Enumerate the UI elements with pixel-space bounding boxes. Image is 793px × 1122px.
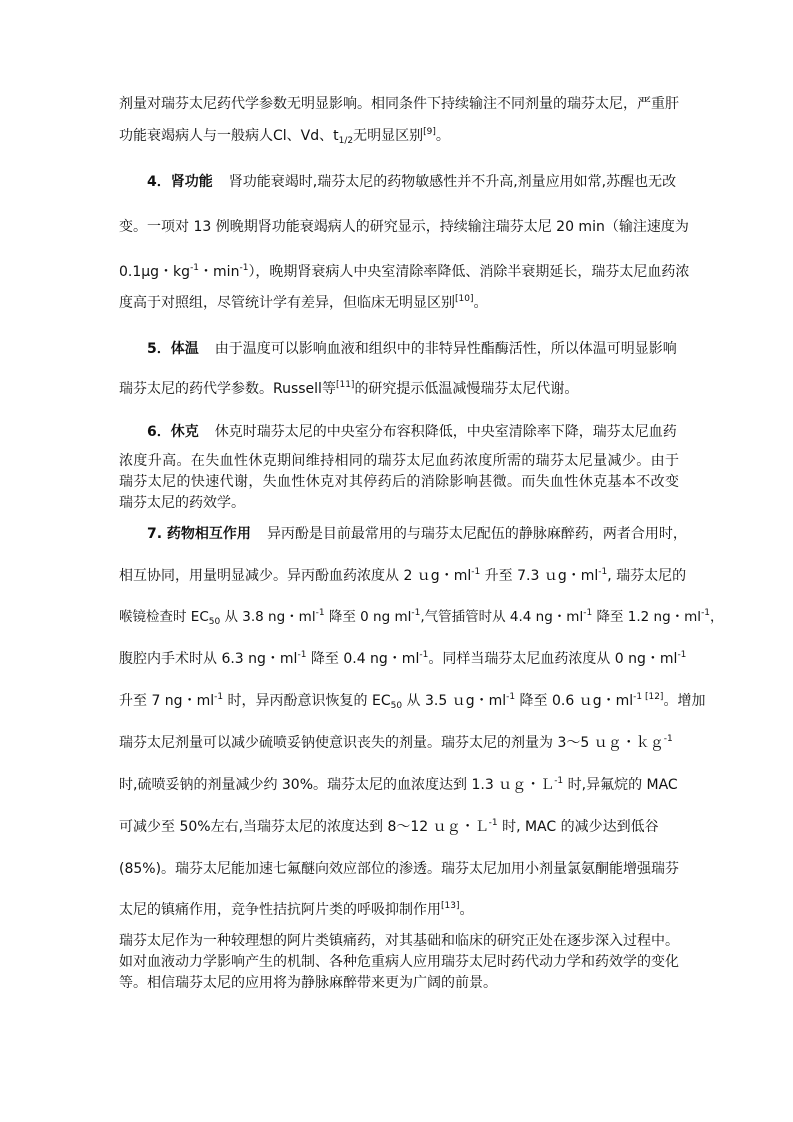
conclusion-line1: 瑞芬太尼作为一种较理想的阿片类镇痛药，对其基础和临床的研究正处在逐步深入过程中。	[119, 933, 679, 949]
drug-l5-e: 。增加	[663, 693, 706, 709]
superscript: -1	[701, 608, 711, 618]
kidney-line3	[119, 260, 690, 284]
superscript: -1	[297, 650, 307, 660]
conclusion-line2: 如对血液动力学影响产生的机制、各种危重病人应用瑞芬太尼时药代动力学和药效学的变化	[119, 954, 679, 970]
kidney-line1-text: 肾功能衰竭时,瑞芬太尼的药物敏感性并不升高,剂量应用如常,苏醒也无改	[228, 174, 677, 190]
superscript: -1	[419, 650, 429, 660]
drug-l4-b: 降至 0.4 ng・ml	[306, 651, 420, 667]
para1-line1: 剂量对瑞芬太尼药代学参数无明显影响。相同条件下持续输注不同剂量的瑞芬太尼，严重肝	[119, 96, 679, 112]
drug-l7-b: 时,异氟烷的 MAC	[563, 777, 678, 793]
superscript: -1	[411, 608, 421, 618]
drug-l3-f: ，	[710, 609, 724, 625]
shock-line1-text: 休克时瑞芬太尼的中央室分布容积降低，中央室清除率下降，瑞芬太尼血药	[214, 424, 677, 440]
superscript: -1	[663, 734, 673, 744]
temp-line1	[119, 337, 679, 361]
drug-l2-a: 相互协同，用量明显减少。异丙酚血药浓度从 2 ｕg・ml	[119, 568, 472, 584]
ec50-subscript: 50	[390, 701, 403, 711]
para1-line2-text-b: 无明显区别	[353, 128, 424, 144]
para1-line2-end: 。	[435, 128, 450, 144]
superscript: -1	[239, 263, 249, 273]
superscript: -1	[471, 567, 481, 577]
citation-9: [9]	[423, 127, 436, 137]
drug-line10	[119, 898, 679, 922]
drug-l4-c: 。同样当瑞芬太尼血药浓度从 0 ng・ml	[428, 651, 678, 667]
drug-line1-text: 异丙酚是目前最常用的与瑞芬太尼配伍的静脉麻醉药，两者合用时，	[266, 526, 687, 542]
shock-line2: 浓度升高。在失血性休克期间维持相同的瑞芬太尼血药浓度所需的瑞芬太尼量减少。由于	[119, 453, 679, 469]
drug-l3-c: 降至 0 ng ml	[324, 609, 412, 625]
drug-l3-d: ,气管插管时从 4.4 ng・ml	[420, 609, 584, 625]
kidney-l4-b: 。	[473, 295, 488, 311]
superscript: -1	[554, 776, 564, 786]
shock-line3: 瑞芬太尼的快速代谢，失血性休克对其停药后的消除影响甚微。而失血性休克基本不改变	[119, 474, 679, 490]
kidney-l3-b: ・min	[199, 264, 240, 280]
drug-line4	[119, 647, 687, 671]
conclusion-line3: 等。相信瑞芬太尼的应用将为静脉麻醉带来更为广阔的前景。	[119, 975, 497, 991]
drug-l6: 瑞芬太尼剂量可以减少硫喷妥钠使意识丧失的剂量。瑞芬太尼的剂量为 3～5 ｕｇ・ｋｇ	[119, 735, 664, 751]
drug-l3-b: 从 3.8 ng・ml	[220, 609, 316, 625]
kidney-l4-a: 度高于对照组，尽管统计学有差异，但临床无明显区别	[119, 295, 455, 311]
kidney-line2: 变。一项对 13 例晚期肾功能衰竭病人的研究显示，持续输注瑞芬太尼 20 min（输注速度为	[119, 219, 689, 235]
document-page	[119, 0, 724, 1122]
shock-line4: 瑞芬太尼的药效学。	[119, 495, 245, 511]
drug-l5-d: 降至 0.6 ｕg・ml	[515, 693, 634, 709]
superscript: -1	[583, 608, 593, 618]
para1-line2	[119, 124, 679, 148]
kidney-l3-c: ），晚期肾衰病人中央室清除率降低、消除半衰期延长，瑞芬太尼血药浓	[248, 264, 690, 280]
drug-l5-a: 升至 7 ng・ml	[119, 693, 215, 709]
temp-heading: 5．体温	[147, 341, 199, 357]
drug-l2-b: 升至 7.3 ｕg・ml	[480, 568, 599, 584]
temp-line2	[119, 377, 679, 401]
kidney-l3-a: 0.1μg・kg	[119, 264, 191, 280]
drug-line1	[119, 522, 687, 546]
superscript: -1	[598, 567, 608, 577]
citation-11: [11]	[335, 380, 355, 390]
drug-line9: (85%)。瑞芬太尼能加速七氟醚向效应部位的渗透。瑞芬太尼加用小剂量氯氨酮能增强瑞芬	[119, 861, 680, 877]
drug-line7	[119, 773, 679, 797]
superscript: -1	[315, 608, 325, 618]
drug-line3	[119, 605, 724, 629]
superscript: -1	[488, 818, 498, 828]
kidney-line1	[119, 170, 679, 194]
superscript: -1	[190, 263, 200, 273]
drug-l2-c: , 瑞芬太尼的	[607, 568, 687, 584]
shock-line1	[119, 420, 679, 444]
superscript: -1	[677, 650, 687, 660]
drug-heading: 7. 药物相互作用	[147, 526, 251, 542]
ec50-subscript: 50	[208, 617, 221, 627]
superscript: -1	[633, 692, 643, 702]
t-half-subscript: 1/2	[338, 136, 354, 146]
drug-l5-c: 从 3.5 ｕg・ml	[402, 693, 507, 709]
temp-line1-text: 由于温度可以影响血液和组织中的非特异性酯酶活性，所以体温可明显影响	[214, 341, 677, 357]
temp-l2-b: 的研究提示低温减慢瑞芬太尼代谢。	[354, 381, 579, 397]
drug-l3-e: 降至 1.2 ng・ml	[592, 609, 702, 625]
drug-l3-a: 喉镜检查时 EC	[119, 609, 209, 625]
drug-l8-a: 可减少至 50%左右,当瑞芬太尼的浓度达到 8～12 ｕｇ・Ｌ	[119, 819, 489, 835]
superscript: -1	[214, 692, 224, 702]
kidney-heading: 4．肾功能	[147, 174, 213, 190]
shock-heading: 6．休克	[147, 424, 199, 440]
citation-12: [12]	[642, 692, 664, 702]
drug-l4-a: 腹腔内手术时从 6.3 ng・ml	[119, 651, 298, 667]
para1-line2-text: 功能衰竭病人与一般病人Cl、Vd、t	[119, 128, 339, 144]
drug-l10-b: 。	[459, 902, 474, 918]
drug-line8	[119, 815, 679, 839]
drug-line6	[119, 731, 679, 755]
drug-l5-b: 时，异丙酚意识恢复的 EC	[223, 693, 391, 709]
drug-l7-a: 时,硫喷妥钠的剂量减少约 30%。瑞芬太尼的血浓度达到 1.3 ｕｇ・Ｌ	[119, 777, 555, 793]
temp-l2-a: 瑞芬太尼的药代学参数。Russell等	[119, 381, 336, 397]
citation-10: [10]	[455, 294, 474, 304]
drug-line2	[119, 564, 687, 588]
drug-l10-a: 太尼的镇痛作用，竞争性拮抗阿片类的呼吸抑制作用	[119, 902, 441, 918]
drug-line5	[119, 689, 706, 713]
drug-l8-b: 时, MAC 的减少达到低谷	[497, 819, 659, 835]
superscript: -1	[506, 692, 516, 702]
citation-13: [13]	[441, 901, 460, 911]
kidney-line4	[119, 291, 679, 315]
